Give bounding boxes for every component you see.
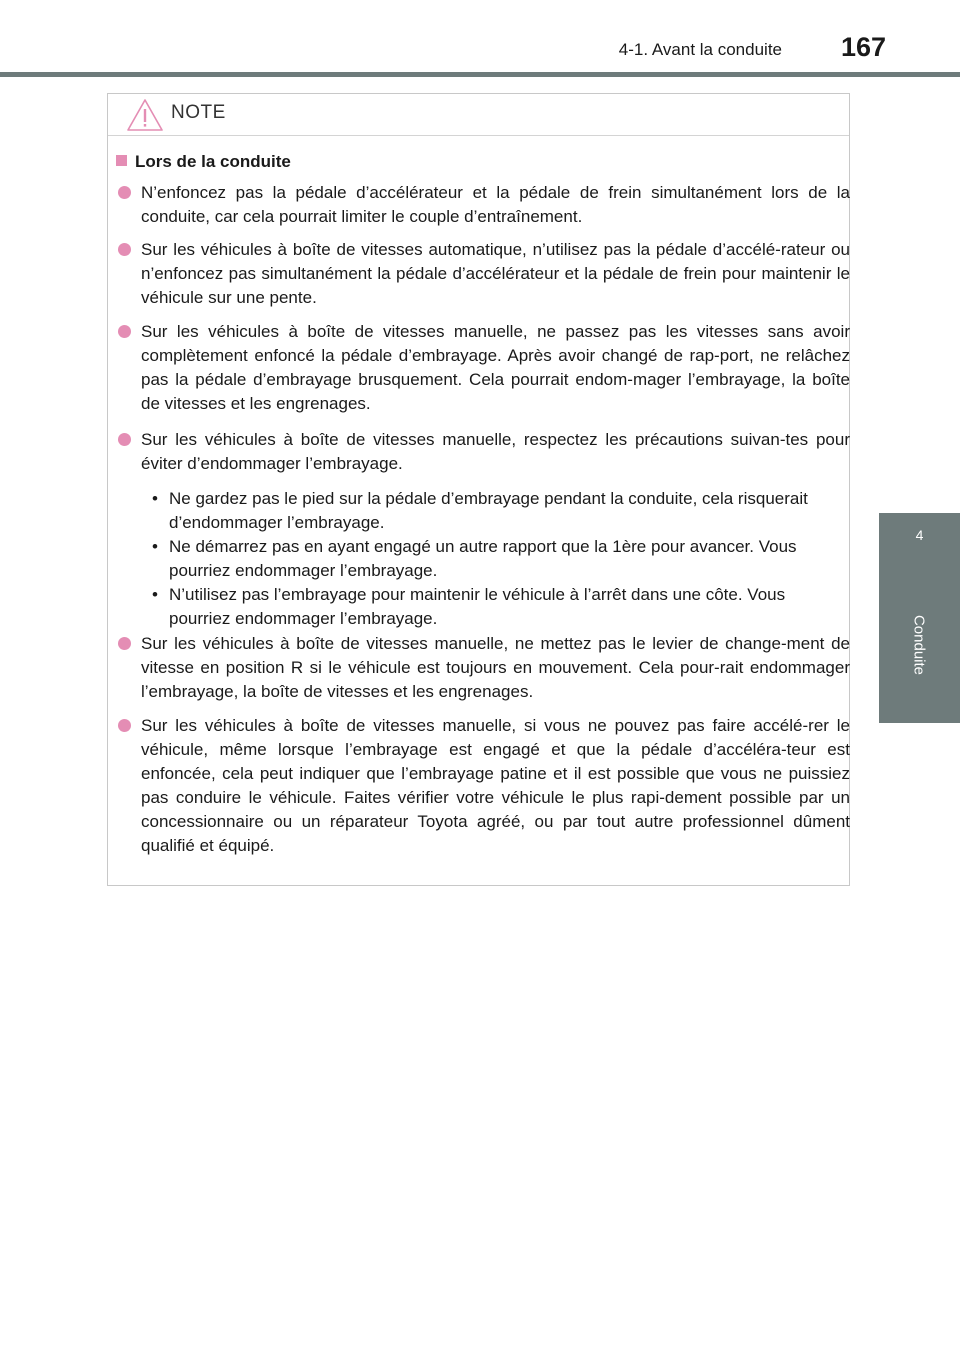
note-header [108,94,849,136]
list-item-text: Sur les véhicules à boîte de vitesses automatique, n’utilisez pas la pédale d’accélé-rateur ou n’enfoncez pas simultanément la pédale d’accélérateur et la pédale de frein pour maintenir le véhicule sur une pente. [141,240,850,307]
list-item-text: Sur les véhicules à boîte de vitesses manuelle, si vous ne pouvez pas faire accélé-rer le véhicule, même lorsque l’embrayage est engagé et que la pédale d’accéléra-teur est enfoncée, cela peut indiquer que l’embrayage patine et il est possible que vous ne puissiez pas conduire le véhicule. Faites vérifier votre véhicule le plus rapi-dement possible par un concessionnaire ou un réparateur Toyota agréé, ou par tout autre professionnel dûment qualifié et équipé. [141,716,850,855]
square-bullet-icon [116,155,127,166]
section-heading-text: Lors de la conduite [135,152,291,171]
circle-bullet-icon [118,243,131,256]
dot-bullet: • [152,585,158,604]
warning-triangle-icon [126,98,164,132]
circle-bullet-icon [118,186,131,199]
header-section-title: 4-1. Avant la conduite [618,40,782,59]
circle-bullet-icon [118,433,131,446]
list-item-text: N’enfoncez pas la pédale d’accélérateur et la pédale de frein simultanément lors de la conduite, car cela pourrait limiter le couple d’entraînement. [141,183,850,226]
circle-bullet-icon [118,637,131,650]
chapter-label: Conduite [910,614,928,676]
dot-bullet: • [152,537,158,556]
sub-list-item-text: Ne démarrez pas en ayant engagé un autre rapport que la 1ère pour avancer. Vous pourriez endommager l’embrayage. [169,537,797,580]
section-heading [116,152,291,172]
circle-bullet-icon [118,325,131,338]
circle-bullet-icon [118,719,131,732]
sub-list-item-text: N’utilisez pas l’embrayage pour maintenir le véhicule à l’arrêt dans une côte. Vous pourriez endommager l’embrayage. [169,585,786,628]
list-item-text: Sur les véhicules à boîte de vitesses manuelle, respectez les précautions suivan-tes pour éviter d’endommager l’embrayage. [141,430,850,473]
page-number: 167 [840,32,886,62]
note-title: NOTE [171,102,226,123]
chapter-number: 4 [915,527,924,543]
list-item-text: Sur les véhicules à boîte de vitesses manuelle, ne passez pas les vitesses sans avoir complètement enfoncé la pédale d’embrayage. Après avoir changé de rap-port, ne relâchez pas la pédale d’embrayage brusquement. Cela pourrait endom-mager l’embrayage, la boîte de vitesses et les engrenages. [141,322,850,413]
note-box [107,93,850,886]
sub-list-item-text: Ne gardez pas le pied sur la pédale d’embrayage pendant la conduite, cela risquerait d’endommager l’embrayage. [169,489,808,532]
list-item-text: Sur les véhicules à boîte de vitesses manuelle, ne mettez pas le levier de change-ment de vitesse en position R si le véhicule est toujours en mouvement. Cela pour-rait endommager l’embrayage, la boîte de vitesses et les engrenages. [141,634,850,701]
dot-bullet: • [152,489,158,508]
header-rule [0,72,960,77]
